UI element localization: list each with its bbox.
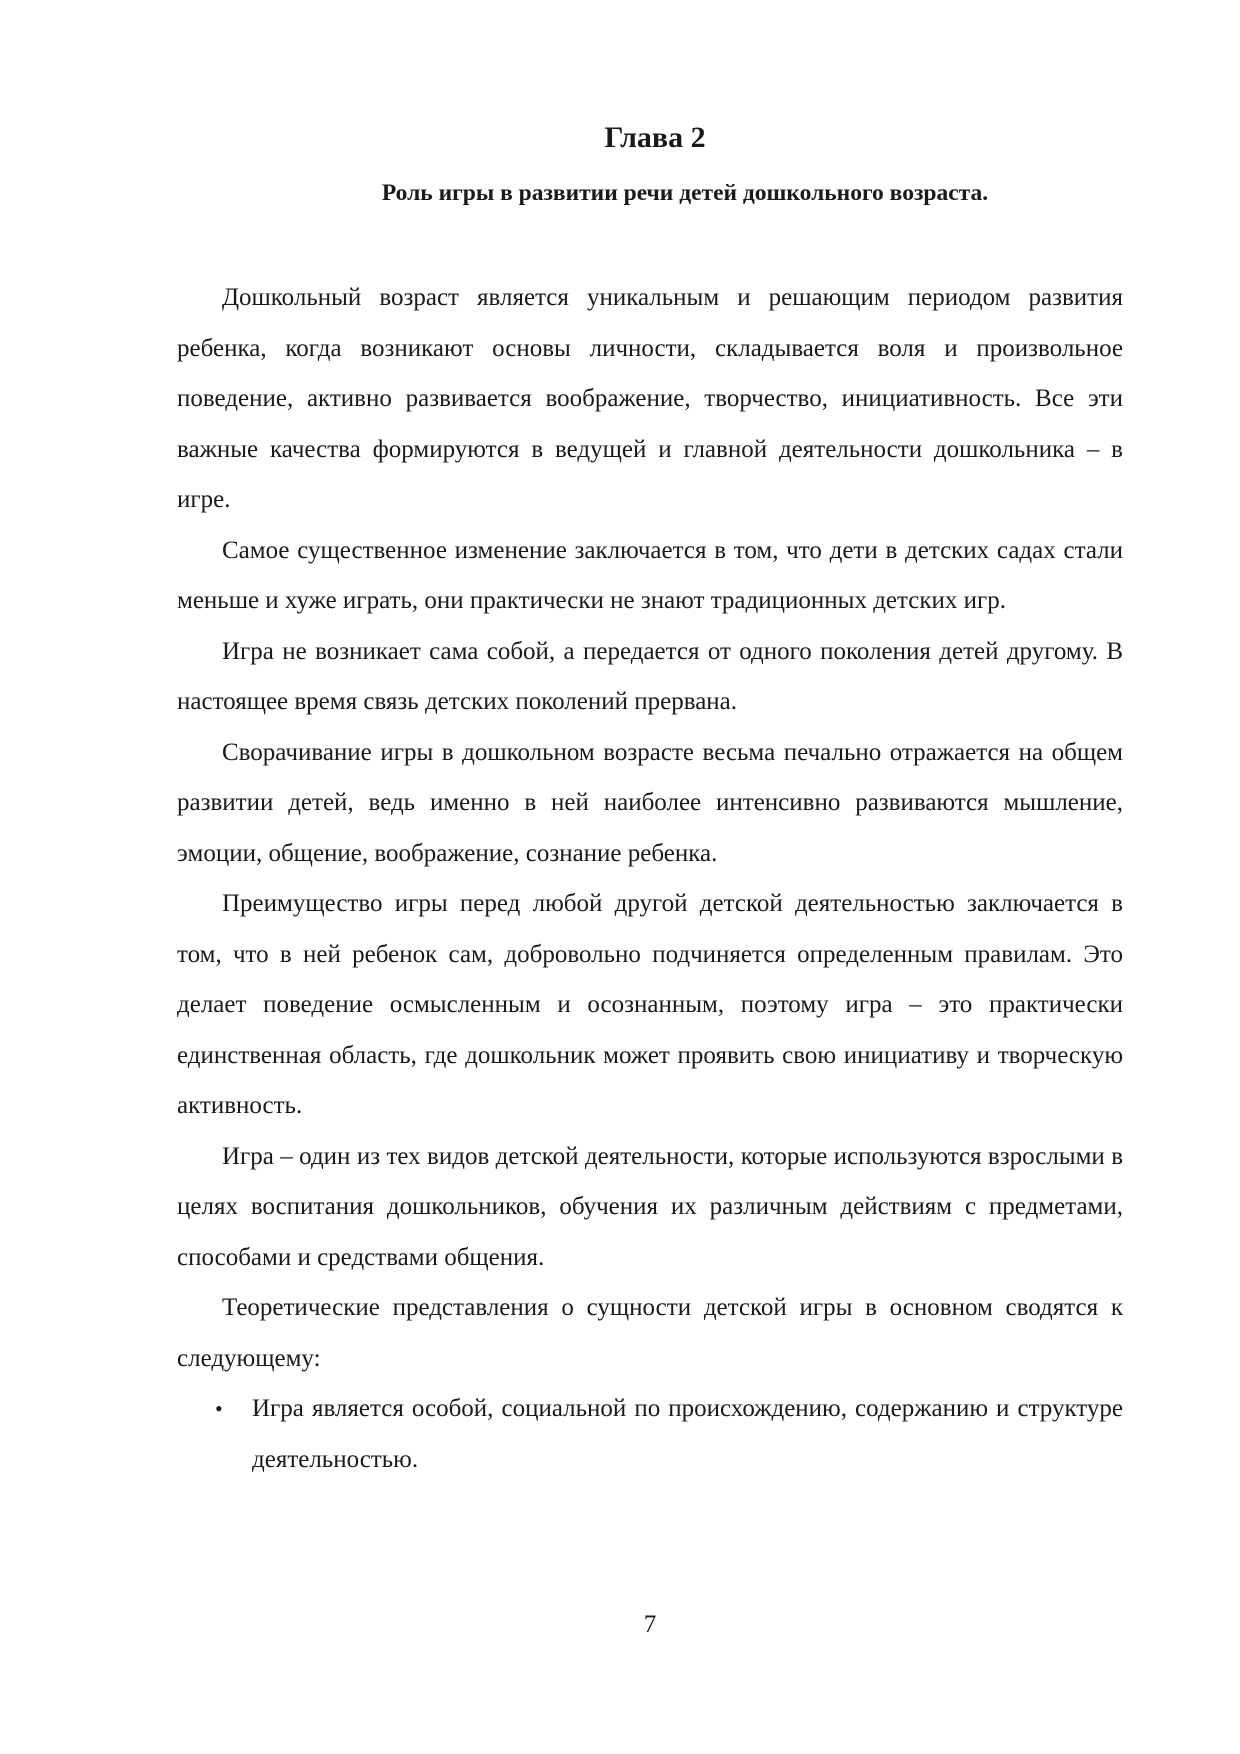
paragraph: Преимущество игры перед любой другой детской деятельностью заключается в том, что в ней ребенок сам, добровольно подчиняется определенным правилам. Это делает поведение осмысленным и осознанным, поэтому игра – это практически единственная область, где дошкольник может проявить свою инициативу и творческую активность. bbox=[177, 890, 1123, 1119]
bullet-marker: • bbox=[215, 1396, 223, 1421]
body-text bbox=[177, 273, 1123, 1485]
paragraph: Самое существенное изменение заключается в том, что дети в детских садах стали меньше и хуже играть, они практически не знают традиционных детских игр. bbox=[177, 536, 1123, 614]
page-number: 7 bbox=[643, 1611, 657, 1638]
chapter-subtitle: Роль игры в развитии речи детей дошкольного возраста. bbox=[381, 180, 989, 206]
bullet-text: Игра является особой, социальной по происхождению, содержанию и структуре деятельностью. bbox=[252, 1395, 1123, 1473]
bullet-item bbox=[177, 1384, 1123, 1485]
paragraph: Дошкольный возраст является уникальным и решающим периодом развития ребенка, когда возникают основы личности, складывается воля и произвольное поведение, активно развивается воображение, творчество, инициативность. Все эти важные качества формируются в ведущей и главной деятельности дошкольника – в игре. bbox=[177, 284, 1123, 513]
paragraph: Сворачивание игры в дошкольном возрасте весьма печально отражается на общем развитии детей, ведь именно в ней наиболее интенсивно развиваются мышление, эмоции, общение, воображение, сознание ребенка. bbox=[177, 738, 1123, 867]
paragraph: Игра – один из тех видов детской деятельности, которые используются взрослыми в целях воспитания дошкольников, обучения их различным действиям с предметами, способами и средствами общения. bbox=[177, 1142, 1123, 1271]
bullet-list bbox=[177, 1384, 1123, 1485]
chapter-title: Глава 2 bbox=[604, 121, 706, 154]
paragraph: Игра не возникает сама собой, а передается от одного поколения детей другому. В настоящее время связь детских поколений прервана. bbox=[177, 637, 1123, 715]
paragraph: Теоретические представления о сущности детской игры в основном сводятся к следующему: bbox=[177, 1294, 1123, 1372]
